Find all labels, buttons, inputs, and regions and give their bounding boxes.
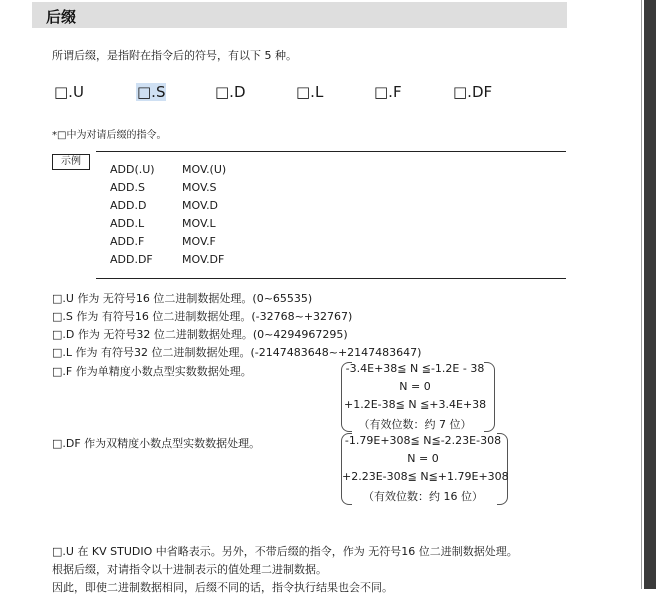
example-top-rule (96, 151, 566, 152)
desc-s: □.S 作为 有符号16 位二进制数据处理。(-32768~+32767) (52, 310, 353, 323)
example-item: ADD.S (110, 181, 145, 194)
desc-f: □.F 作为单精度小数点型实数数据处理。 (52, 365, 252, 378)
footer-line: □.U 在 KV STUDIO 中省略表示。另外，不带后缀的指令，作为 无符号16 位二进制数据处理。 (52, 545, 518, 558)
viewer-scroll-band[interactable] (644, 0, 656, 589)
suffix-l: □.L (296, 83, 324, 101)
suffix-s: □.S (137, 83, 166, 101)
example-item: MOV.L (182, 217, 216, 230)
double-range-line: -1.79E+308≦ N≦-2.23E-308 (344, 434, 502, 447)
intro-text: 所谓后缀，是指附在指令后的符号，有以下 5 种。 (52, 49, 297, 62)
suffix-u: □.U (54, 83, 84, 101)
float-range-line: （有效位数：约 7 位） (358, 418, 472, 431)
note-text: *□中为对请后缀的指令。 (52, 130, 167, 141)
example-item: MOV.S (182, 181, 217, 194)
suffix-f: □.F (374, 83, 402, 101)
example-item: MOV.F (182, 235, 216, 248)
suffix-d: □.D (215, 83, 246, 101)
double-range-line: （有效位数：约 16 位） (363, 490, 483, 503)
double-range-line: N = 0 (407, 452, 439, 465)
footer-line: 根据后缀，对请指令以十进制表示的值处理二进制数据。 (52, 563, 327, 576)
example-bottom-rule (96, 278, 566, 279)
example-item: ADD.DF (110, 253, 153, 266)
desc-l: □.L 作为 有符号32 位二进制数据处理。(-2147483648~+2147483647) (52, 346, 422, 359)
example-item: MOV.(U) (182, 163, 227, 176)
example-mov-column (182, 161, 226, 269)
section-title: 后缀 (46, 8, 77, 26)
footer-line: 因此，即使二进制数据相同，后缀不同的话，指令执行结果也会不同。 (52, 581, 393, 594)
double-range-line: +2.23E-308≦ N≦+1.79E+308 (342, 470, 509, 483)
suffix-df: □.DF (453, 83, 493, 101)
desc-df: □.DF 作为双精度小数点型实数数据处理。 (52, 437, 261, 450)
example-item: ADD(.U) (110, 163, 155, 176)
desc-u: □.U 作为 无符号16 位二进制数据处理。(0~65535) (52, 292, 313, 305)
example-item: MOV.D (182, 199, 219, 212)
example-item: ADD.F (110, 235, 145, 248)
section-header (32, 2, 567, 28)
page-edge-line (641, 0, 642, 589)
example-item: MOV.DF (182, 253, 225, 266)
example-item: ADD.L (110, 217, 145, 230)
example-label: 示例 (52, 154, 90, 170)
desc-d: □.D 作为 无符号32 位二进制数据处理。(0~4294967295) (52, 328, 348, 341)
float-range-line: +1.2E-38≦ N ≦+3.4E+38 (344, 398, 487, 411)
float-range-line: N = 0 (399, 380, 431, 393)
example-item: ADD.D (110, 199, 147, 212)
float-range-line: -3.4E+38≦ N ≦-1.2E - 38 (345, 362, 485, 375)
example-add-column (110, 161, 155, 269)
